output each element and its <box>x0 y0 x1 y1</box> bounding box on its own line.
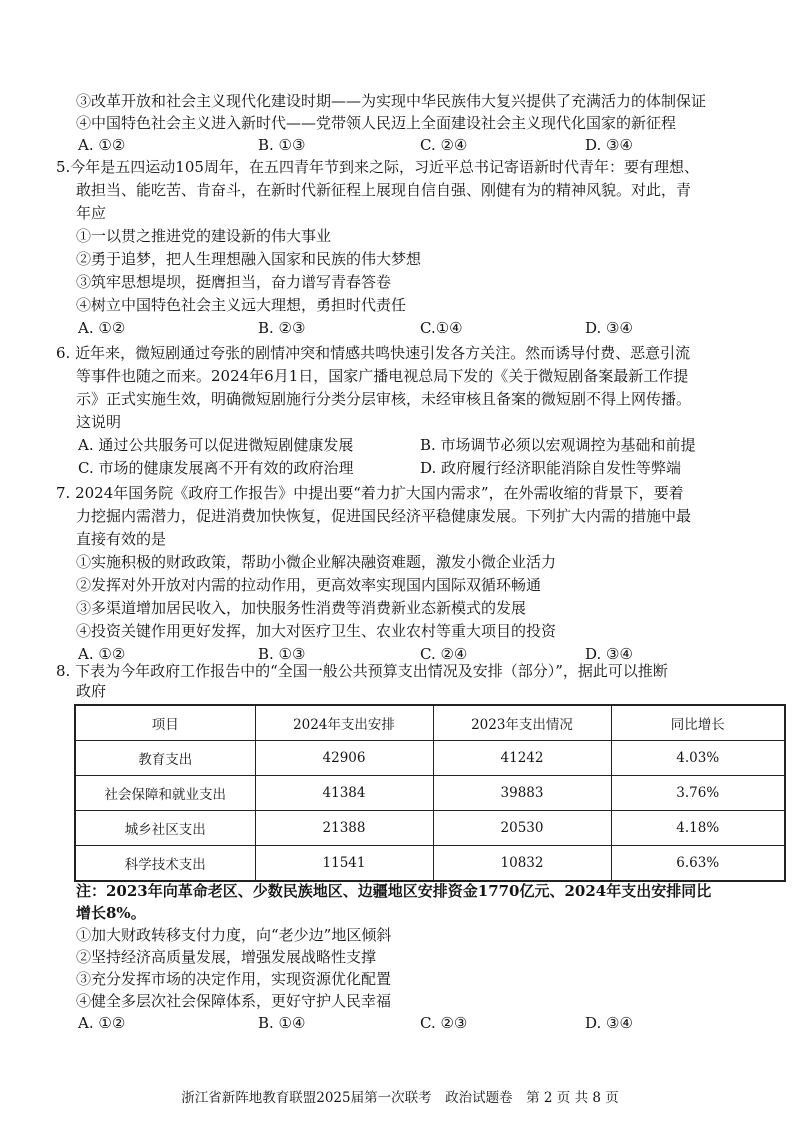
q6-stem-3: 示》正式实施生效，明确微短剧施行分类分层审核，未经审核且备案的微短剧不得上网传播。 <box>76 390 692 408</box>
table-cell: 教育支出 <box>75 741 255 776</box>
table-row <box>75 741 785 776</box>
q8-stem-2: 政府 <box>76 682 107 700</box>
q8-item-4: ④健全多层次社会保障体系，更好守护人民幸福 <box>76 992 392 1010</box>
table-header-cell: 2024年支出安排 <box>255 705 433 741</box>
q7-item-3: ③多渠道增加居民收入，加快服务性消费等消费新业态新模式的发展 <box>76 599 527 617</box>
q4-option-c: C. ②④ <box>420 136 468 154</box>
q5-stem-1: 5.今年是五四运动105周年，在五四青年节到来之际，习近平总书记寄语新时代青年：要有理想、 <box>56 158 699 176</box>
table-row <box>75 776 785 811</box>
table-cell: 20530 <box>433 811 611 846</box>
q5-stem-2: 敢担当、能吃苦、肯奋斗，在新时代新征程上展现自信自强、刚健有为的精神风貌。对此，青 <box>76 181 692 199</box>
table-cell: 4.03% <box>611 741 785 776</box>
table-header-cell: 同比增长 <box>611 705 785 741</box>
q4-item-4: ④中国特色社会主义进入新时代——党带领人民迈上全面建设社会主义现代化国家的新征程 <box>76 114 677 132</box>
table-header-row <box>75 705 785 741</box>
table-header-cell: 2023年支出情况 <box>433 705 611 741</box>
q7-stem-2: 力挖掘内需潜力，促进消费加快恢复，促进国民经济平稳健康发展。下列扩大内需的措施中最 <box>76 507 692 525</box>
table-cell: 11541 <box>255 846 433 882</box>
q7-option-c: C. ②④ <box>420 645 468 663</box>
q4-option-a: A. ①② <box>78 136 126 154</box>
page-footer: 浙江省新阵地教育联盟2025届第一次联考 政治试题卷 第 2 页 共 8 页 <box>181 1090 619 1106</box>
q8-option-b: B. ①④ <box>258 1014 306 1032</box>
q6-stem-4: 这说明 <box>76 413 122 431</box>
q5-option-d: D. ③④ <box>585 319 633 337</box>
table-cell: 科学技术支出 <box>75 846 255 882</box>
q8-note-1: 注：2023年向革命老区、少数民族地区、边疆地区安排资金1770亿元、2024年支出安排同比 <box>76 882 712 900</box>
q8-option-c: C. ②③ <box>420 1014 468 1032</box>
table-cell: 社会保障和就业支出 <box>75 776 255 811</box>
table-cell: 4.18% <box>611 811 785 846</box>
q6-option-a: A. 通过公共服务可以促进微短剧健康发展 <box>78 436 354 454</box>
table-cell: 42906 <box>255 741 433 776</box>
q6-option-d: D. 政府履行经济职能消除自发性等弊端 <box>420 459 682 477</box>
q6-option-b: B. 市场调节必须以宏观调控为基础和前提 <box>420 436 696 454</box>
budget-table <box>74 704 786 882</box>
q5-item-2: ②勇于追梦，把人生理想融入国家和民族的伟大梦想 <box>76 250 422 268</box>
table-header-cell: 项目 <box>75 705 255 741</box>
q5-item-4: ④树立中国特色社会主义远大理想，勇担时代责任 <box>76 296 407 314</box>
q8-item-3: ③充分发挥市场的决定作用，实现资源优化配置 <box>76 970 392 988</box>
q7-option-b: B. ①③ <box>258 645 306 663</box>
table-cell: 3.76% <box>611 776 785 811</box>
q7-stem-1: 7. 2024年国务院《政府工作报告》中提出要“着力扩大国内需求”，在外需收缩的背景下，要着 <box>56 484 684 502</box>
q7-option-d: D. ③④ <box>585 645 633 663</box>
q6-stem-2: 等事件也随之而来。2024年6月1日，国家广播电视总局下发的《关于微短剧备案最新工作提 <box>76 367 689 385</box>
q5-stem-3: 年应 <box>76 204 107 222</box>
q8-option-d: D. ③④ <box>585 1014 633 1032</box>
q8-item-1: ①加大财政转移支付力度，向“老少边”地区倾斜 <box>76 926 392 944</box>
q7-item-2: ②发挥对外开放对内需的拉动作用，更高效率实现国内国际双循环畅通 <box>76 576 542 594</box>
q4-option-b: B. ①③ <box>258 136 306 154</box>
table-cell: 6.63% <box>611 846 785 882</box>
q5-option-a: A. ①② <box>78 319 126 337</box>
table-row <box>75 846 785 882</box>
q5-item-1: ①一以贯之推进党的建设新的伟大事业 <box>76 227 332 245</box>
table-cell: 39883 <box>433 776 611 811</box>
q5-item-3: ③筑牢思想堤坝，挺膺担当，奋力谱写青春答卷 <box>76 273 392 291</box>
q7-item-1: ①实施积极的财政政策，帮助小微企业解决融资难题，激发小微企业活力 <box>76 553 557 571</box>
q5-option-b: B. ②③ <box>258 319 306 337</box>
table-cell: 10832 <box>433 846 611 882</box>
q8-option-a: A. ①② <box>78 1014 126 1032</box>
q8-item-2: ②坚持经济高质量发展，增强发展战略性支撑 <box>76 948 377 966</box>
q7-option-a: A. ①② <box>78 645 126 663</box>
q5-option-c: C.①④ <box>420 319 463 337</box>
table-cell: 41242 <box>433 741 611 776</box>
q6-stem-1: 6. 近年来，微短剧通过夸张的剧情冲突和情感共鸣快速引发各方关注。然而诱导付费、恶意引流 <box>56 344 691 362</box>
table-cell: 21388 <box>255 811 433 846</box>
q4-option-d: D. ③④ <box>585 136 633 154</box>
q4-item-3: ③改革开放和社会主义现代化建设时期——为实现中华民族伟大复兴提供了充满活力的体制保证 <box>76 92 707 110</box>
table-cell: 城乡社区支出 <box>75 811 255 846</box>
q7-stem-3: 直接有效的是 <box>76 530 167 548</box>
table-row <box>75 811 785 846</box>
table-cell: 41384 <box>255 776 433 811</box>
q6-option-c: C. 市场的健康发展离不开有效的政府治理 <box>78 459 354 477</box>
q7-item-4: ④投资关键作用更好发挥，加大对医疗卫生、农业农村等重大项目的投资 <box>76 622 557 640</box>
q8-note-2: 增长8%。 <box>76 904 146 922</box>
q8-stem-1: 8. 下表为今年政府工作报告中的“全国一般公共预算支出情况及安排（部分）”，据此可以推断 <box>56 662 668 680</box>
